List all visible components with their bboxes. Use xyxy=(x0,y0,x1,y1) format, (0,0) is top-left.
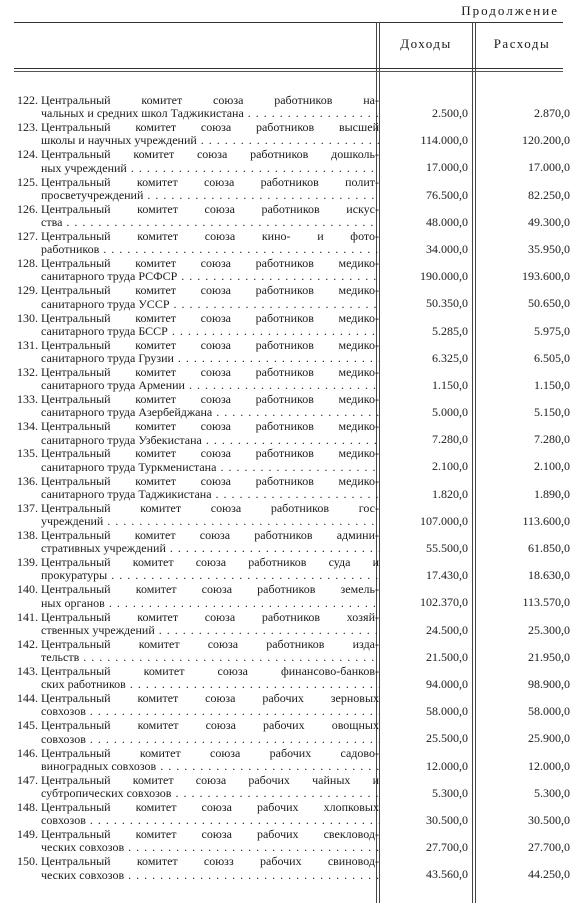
expense-value: 82.250,0 xyxy=(528,187,570,202)
row-description-line1: Центральный комитет союза рабочих хлопковых xyxy=(41,800,379,814)
row-description xyxy=(41,747,381,774)
row-number: 143. xyxy=(17,663,38,678)
row-description-line1: Центральный комитет союза работников земель- xyxy=(41,583,379,597)
row-number: 133. xyxy=(17,392,38,407)
income-value: 17.430,0 xyxy=(426,568,468,583)
header-rule-double xyxy=(14,71,563,72)
row-description-line1: Центральный комитет союза финансово-банков- xyxy=(41,664,379,678)
row-number: 145. xyxy=(17,718,38,733)
row-description-line2: ческих совхозов . . . xyxy=(41,869,379,882)
row-description-line1: Центральный комитет союза работников медико- xyxy=(41,311,379,325)
row-description xyxy=(41,529,381,556)
income-value: 1.150,0 xyxy=(432,377,468,392)
row-description-line2: работников . . . xyxy=(41,243,379,256)
table-row xyxy=(14,582,570,610)
row-description-line1: Центральный комитет союза работников гос- xyxy=(41,501,379,515)
table-row xyxy=(14,174,570,203)
table-row xyxy=(14,799,570,828)
income-value: 114.000,0 xyxy=(420,133,468,148)
expense-value: 6.505,0 xyxy=(534,350,570,365)
row-description-line2: санитарного труда Грузии . . . xyxy=(41,352,379,365)
expense-value: 193.600,0 xyxy=(522,269,570,284)
income-value: 5.285,0 xyxy=(432,323,468,338)
income-value: 24.500,0 xyxy=(426,622,468,637)
table-row xyxy=(14,337,570,366)
row-description-line1: Центральный комитет союза работников медико- xyxy=(41,474,379,488)
table-row xyxy=(14,691,570,719)
table-row xyxy=(14,256,570,284)
expense-value: 113.570,0 xyxy=(522,595,570,610)
expense-value: 2.100,0 xyxy=(534,459,570,474)
row-description xyxy=(41,828,381,855)
row-number: 140. xyxy=(17,582,38,597)
expense-value: 98.900,0 xyxy=(528,676,570,691)
row-description-line2: ческих совхозов . . . xyxy=(41,841,379,854)
expense-value: 5.300,0 xyxy=(534,785,570,800)
row-number: 132. xyxy=(17,364,38,379)
row-description-line1: Центральный комитет союза работников админи- xyxy=(41,529,379,542)
row-description-line2: ства . . . xyxy=(41,216,379,229)
row-description-line2: ственных учреждений . . . xyxy=(41,624,379,637)
row-description-line1: Центральный комитет союза работников медико- xyxy=(41,447,379,461)
income-header: Доходы xyxy=(400,36,452,51)
row-number: 142. xyxy=(17,636,38,651)
income-value: 7.280,0 xyxy=(432,432,468,447)
income-value: 12.000,0 xyxy=(426,758,468,773)
row-description-line2: учреждений . . . xyxy=(41,515,379,528)
row-number: 136. xyxy=(17,473,38,488)
row-description-line2: стративных учреждений . . . xyxy=(41,542,379,555)
row-description-line2: санитарного труда Туркменистана . . . xyxy=(41,461,379,474)
table-row xyxy=(14,500,570,529)
row-description xyxy=(41,312,381,339)
row-number: 128. xyxy=(17,256,38,271)
table-row xyxy=(14,772,570,801)
row-number: 125. xyxy=(17,174,38,189)
row-description-line2: тельств . . . xyxy=(41,651,379,664)
row-description xyxy=(41,855,381,882)
expense-value: 35.950,0 xyxy=(528,241,570,256)
row-description-line2: чальных и средних школ Таджикистана . . . xyxy=(41,107,379,120)
income-value: 48.000,0 xyxy=(426,214,468,229)
row-description xyxy=(41,692,381,719)
row-description-line1: Центральный комитет союза работников высшей xyxy=(41,121,379,135)
row-description-line1: Центральный комитет союза работников медико- xyxy=(41,365,379,379)
table-row xyxy=(14,555,570,583)
income-value: 34.000,0 xyxy=(426,241,468,256)
row-description-line2: совхозов . . . xyxy=(41,705,379,718)
expense-value: 5.150,0 xyxy=(534,405,570,420)
table-row xyxy=(14,663,570,692)
row-description xyxy=(41,719,381,746)
table-row xyxy=(14,283,570,311)
row-description-line2: просветучреждений . . . xyxy=(41,189,379,202)
row-number: 131. xyxy=(17,337,38,352)
table-row xyxy=(14,228,570,257)
income-value: 6.325,0 xyxy=(432,350,468,365)
row-description-line2: санитарного труда РСФСР . . . xyxy=(41,270,379,283)
row-description-line1: Центральный комитет союза рабочих зерновых xyxy=(41,692,379,706)
expense-value: 25.900,0 xyxy=(528,731,570,746)
row-description-line2: санитарного труда Таджикистана . . . xyxy=(41,488,379,501)
table-row xyxy=(14,364,570,393)
row-description-line2: санитарного труда УССР . . . xyxy=(41,298,379,311)
table-row xyxy=(14,120,570,148)
table-row xyxy=(14,473,570,502)
row-description xyxy=(41,502,381,529)
expense-header: Расходы xyxy=(493,36,551,51)
table-row xyxy=(14,310,570,339)
income-value: 58.000,0 xyxy=(426,704,468,719)
income-value: 5.000,0 xyxy=(432,405,468,420)
row-number: 137. xyxy=(17,500,38,515)
row-description-line1: Центральный комитет союза рабочих садово- xyxy=(41,746,379,760)
row-description-line1: Центральный комитет союза кино- и фото- xyxy=(41,229,379,243)
table-row xyxy=(14,93,570,121)
row-description-line1: Центральный комитет союза работников медико- xyxy=(41,284,379,298)
row-description-line1: Центральный комитет союза работников медико- xyxy=(41,393,379,407)
row-description xyxy=(41,203,381,230)
row-description xyxy=(41,583,381,610)
table-row xyxy=(14,609,570,638)
header-rule xyxy=(14,68,563,69)
row-number: 141. xyxy=(17,609,38,624)
row-description-line1: Центральный комитет союза рабочих овощных xyxy=(41,719,379,733)
income-value: 25.500,0 xyxy=(426,731,468,746)
row-description-line1: Центральный комитет союза работников на- xyxy=(41,94,379,107)
income-value: 17.000,0 xyxy=(426,160,468,175)
row-description xyxy=(41,420,381,447)
income-value: 21.500,0 xyxy=(426,649,468,664)
row-description xyxy=(41,801,381,828)
row-description-line1: Центральный комитет союза работников хозяй- xyxy=(41,610,379,624)
row-description-line2: прокуратуры . . . xyxy=(41,569,379,582)
table-row xyxy=(14,718,570,746)
row-description-line2: ных органов . . . xyxy=(41,597,379,610)
row-number: 127. xyxy=(17,228,38,243)
row-description-line2: совхозов . . . xyxy=(41,733,379,746)
row-number: 146. xyxy=(17,745,38,760)
row-number: 139. xyxy=(17,555,38,570)
expense-value: 61.850,0 xyxy=(528,541,570,555)
income-value: 107.000,0 xyxy=(420,513,468,528)
row-description xyxy=(41,257,381,284)
expense-value: 25.300,0 xyxy=(528,622,570,637)
row-number: 129. xyxy=(17,283,38,298)
income-value: 2.500,0 xyxy=(432,106,468,120)
income-value: 1.820,0 xyxy=(432,486,468,501)
row-description-line1: Центральный комитет союза работников искус- xyxy=(41,202,379,216)
row-description xyxy=(41,638,381,665)
top-rule xyxy=(14,22,563,23)
table-row xyxy=(14,446,570,474)
expense-value: 18.630,0 xyxy=(528,568,570,583)
row-description-line1: Центральный комитет союза работников медико- xyxy=(41,420,379,434)
expense-value: 50.650,0 xyxy=(528,296,570,311)
expense-value: 44.250,0 xyxy=(528,867,570,882)
row-description-line1: Центральный комитет союза рабочих свекловод- xyxy=(41,828,379,842)
row-description xyxy=(41,230,381,257)
row-description xyxy=(41,121,381,148)
row-number: 149. xyxy=(17,827,38,842)
expense-value: 1.150,0 xyxy=(534,377,570,392)
row-description-line1: Центральный комитет союза работников изда- xyxy=(41,637,379,651)
row-number: 122. xyxy=(17,93,38,107)
row-description-line2: совхозов . . . xyxy=(41,814,379,827)
expense-value: 17.000,0 xyxy=(528,160,570,175)
row-number: 135. xyxy=(17,446,38,461)
row-number: 148. xyxy=(17,799,38,814)
row-number: 138. xyxy=(17,528,38,542)
income-value: 76.500,0 xyxy=(426,187,468,202)
row-number: 134. xyxy=(17,419,38,434)
row-description-line1: Центральный комитет союза работников полит- xyxy=(41,175,379,189)
row-description xyxy=(41,148,381,175)
table-row xyxy=(14,528,570,556)
income-value: 94.000,0 xyxy=(426,676,468,691)
row-number: 123. xyxy=(17,120,38,135)
income-value: 55.500,0 xyxy=(426,541,468,555)
budget-table-body xyxy=(14,93,570,882)
table-row xyxy=(14,636,570,665)
income-value: 102.370,0 xyxy=(420,595,468,610)
expense-value: 58.000,0 xyxy=(528,704,570,719)
row-description-line1: Центральный комитет союза работников медико- xyxy=(41,257,379,271)
income-value: 50.350,0 xyxy=(426,296,468,311)
expense-value: 30.500,0 xyxy=(528,812,570,827)
row-description-line1: Центральный комитет союза работников суда и xyxy=(41,556,379,570)
row-number: 124. xyxy=(17,147,38,162)
row-description-line1: Центральный комитет союза работников дошколь- xyxy=(41,148,379,162)
table-row xyxy=(14,854,570,882)
row-description-line2: ных учреждений . . . xyxy=(41,162,379,175)
row-description xyxy=(41,556,381,583)
expense-value: 113.600,0 xyxy=(522,513,570,528)
table-row xyxy=(14,392,570,420)
expense-value: 7.280,0 xyxy=(534,432,570,447)
row-description-line2: виноградных совхозов . . . xyxy=(41,760,379,773)
expense-value: 5.975,0 xyxy=(534,323,570,338)
income-value: 27.700,0 xyxy=(426,840,468,855)
row-description-line2: школы и научных учреждений . . . xyxy=(41,134,379,147)
row-number: 150. xyxy=(17,854,38,869)
row-description-line2: санитарного труда Узбекистана . . . xyxy=(41,434,379,447)
table-row xyxy=(14,419,570,447)
row-description xyxy=(41,176,381,203)
row-description-line2: санитарного труда Армении . . . xyxy=(41,379,379,392)
expense-value: 1.890,0 xyxy=(534,486,570,501)
expense-value: 2.870,0 xyxy=(534,106,570,120)
row-description xyxy=(41,393,381,420)
row-description-line2: санитарного труда БССР . . . xyxy=(41,325,379,338)
row-description xyxy=(41,339,381,366)
row-description-line2: ских работников . . . xyxy=(41,678,379,691)
row-description xyxy=(41,475,381,502)
row-description xyxy=(41,611,381,638)
row-number: 144. xyxy=(17,691,38,706)
income-value: 43.560,0 xyxy=(426,867,468,882)
row-number: 130. xyxy=(17,310,38,325)
table-row xyxy=(14,147,570,175)
income-value: 2.100,0 xyxy=(432,459,468,474)
row-description-line1: Центральный комитет союза рабочих чайных и xyxy=(41,773,379,787)
table-row xyxy=(14,201,570,230)
row-number: 147. xyxy=(17,772,38,787)
expense-value: 21.950,0 xyxy=(528,649,570,664)
income-value: 5.300,0 xyxy=(432,785,468,800)
expense-value: 12.000,0 xyxy=(528,758,570,773)
row-description-line1: Центральный комитет союза работников медико- xyxy=(41,338,379,352)
row-description xyxy=(41,284,381,311)
expense-value: 120.200,0 xyxy=(522,133,570,148)
income-value: 190.000,0 xyxy=(420,269,468,284)
row-description xyxy=(41,447,381,474)
row-description xyxy=(41,665,381,692)
row-number: 126. xyxy=(17,201,38,216)
expense-value: 49.300,0 xyxy=(528,214,570,229)
row-description-line1: Центральный комитет союзз рабочих свиновод- xyxy=(41,855,379,869)
row-description xyxy=(41,774,381,801)
income-value: 30.500,0 xyxy=(426,812,468,827)
table-row xyxy=(14,827,570,855)
row-description-line2: субтропических совхозов . . . xyxy=(41,787,379,800)
row-description-line2: санитарного труда Азербейджана . . . xyxy=(41,406,379,419)
continuation-label: Продолжение xyxy=(461,3,559,18)
expense-value: 27.700,0 xyxy=(528,840,570,855)
table-row xyxy=(14,745,570,774)
row-description xyxy=(41,94,381,121)
row-description xyxy=(41,366,381,393)
